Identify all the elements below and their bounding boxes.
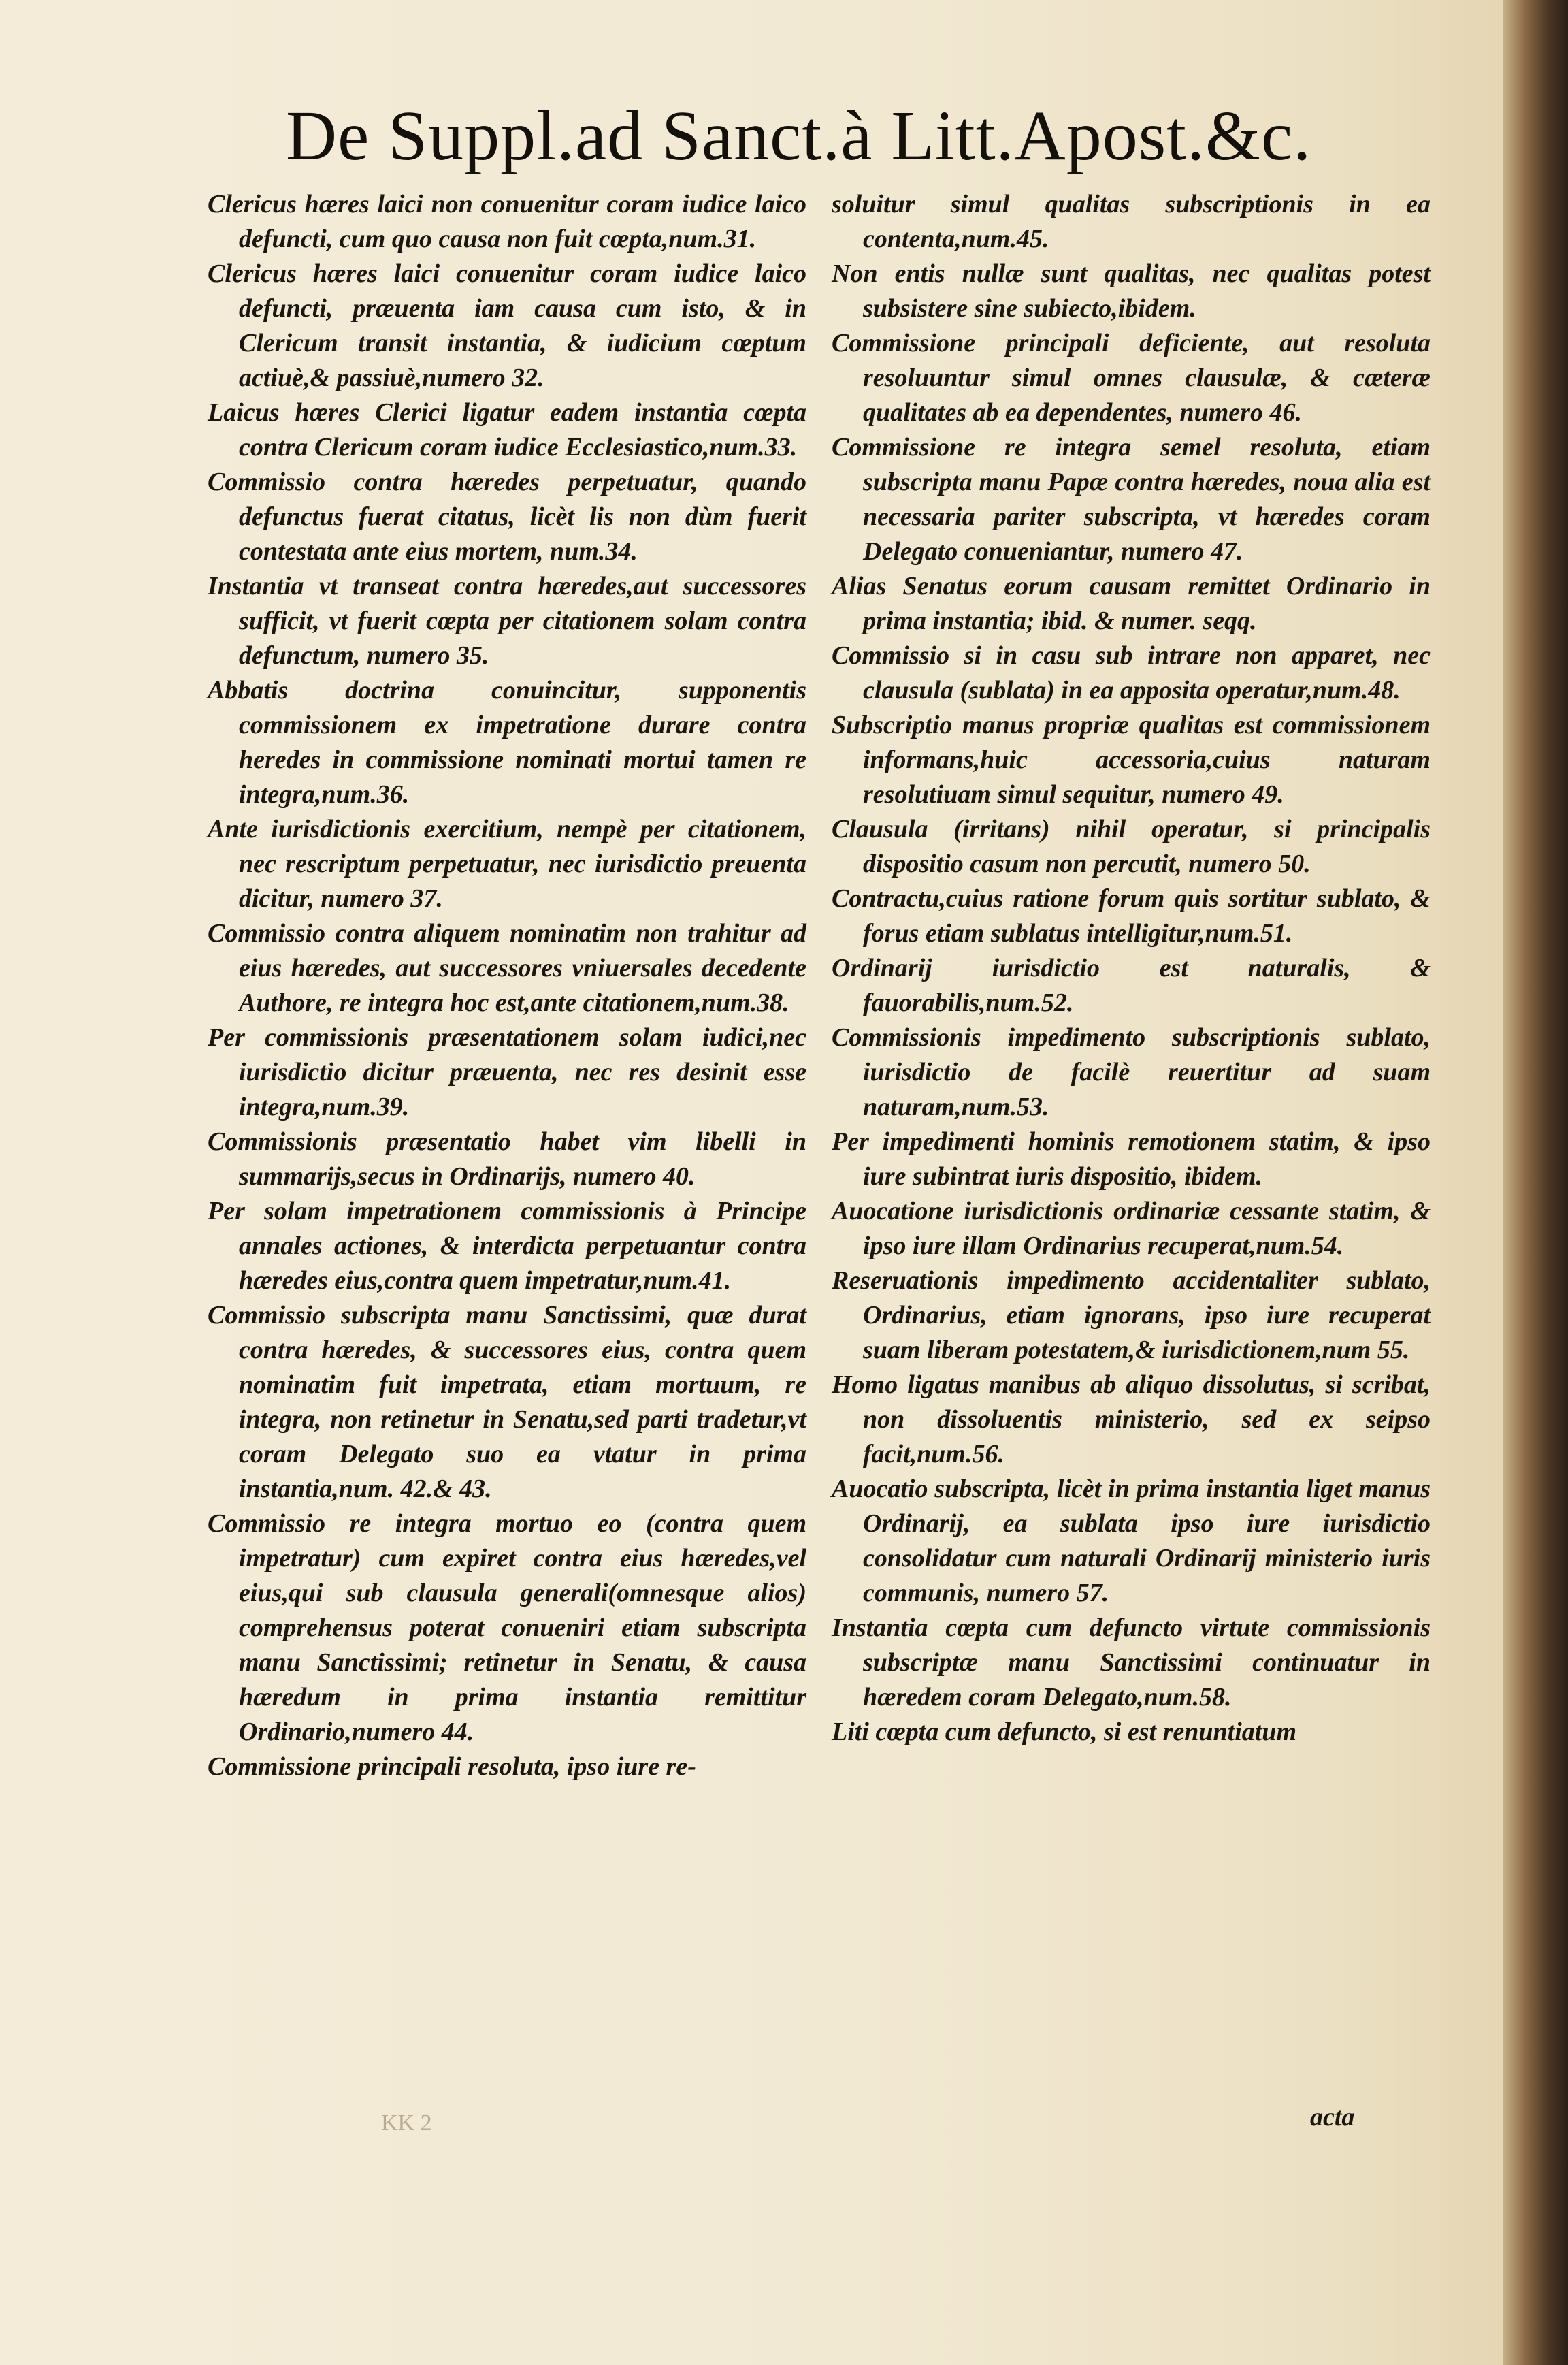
index-entry: Commissione principali resoluta, ipso iure re- <box>208 1752 696 1781</box>
index-entry: Commissio si in casu sub intrare non apparet, nec clausula (sublata) in ea apposita operatur,num.48. <box>832 641 1431 705</box>
index-entry: Commissio re integra mortuo eo (contra quem impetratur) cum expiret contra eius hæredes,vel eius,qui sub clausula generali(omnesque alios) comprehensus poterat conueniri etiam subscripta manu Sanctissimi; retinetur in Senatu, & causa hæredum in prima instantia remittitur Ordinario,numero 44. <box>208 1509 806 1746</box>
catchword: acta <box>1310 2103 1355 2131</box>
index-entry: Per impedimenti hominis remotionem statim, & ipso iure subintrat iuris dispositio, ibidem. <box>832 1127 1431 1191</box>
index-entry: Clericus hæres laici non conuenitur coram iudice laico defuncti, cum quo causa non fuit cœpta,num.31. <box>208 190 806 253</box>
index-entry: Laicus hæres Clerici ligatur eadem instantia cœpta contra Clericum coram iudice Ecclesiastico,num.33. <box>208 398 806 462</box>
index-entry: Non entis nullæ sunt qualitas, nec qualitas potest subsistere sine subiecto,ibidem. <box>832 259 1431 323</box>
book-spine-edge <box>1503 0 1568 2365</box>
index-entry: soluitur simul qualitas subscriptionis in ea contenta,num.45. <box>832 190 1431 253</box>
index-entry: Commissio subscripta manu Sanctissimi, quæ durat contra hæredes, & successores eius, contra quem nominatim fuit impetrata, etiam mortuum, re integra, non retinetur in Senatu,sed parti tradetur,vt coram Delegato suo ea vtatur in prima instantia,num. 42.& 43. <box>208 1301 806 1503</box>
index-entry: Clausula (irritans) nihil operatur, si principalis dispositio casum non percutit, numero 50. <box>832 815 1431 878</box>
index-entry: Reseruationis impedimento accidentaliter sublato, Ordinarius, etiam ignorans, ipso iure recuperat suam liberam potestatem,& iurisdictionem,num 55. <box>832 1266 1431 1364</box>
index-entry: Clericus hæres laici conuenitur coram iudice laico defuncti, præuenta iam causa cum isto, & in Clericum transit instantia, & iudicium cœptum actiuè,& passiuè,numero 32. <box>208 259 806 392</box>
index-entry: Ante iurisdictionis exercitium, nempè per citationem, nec rescriptum perpetuatur, nec iurisdictio preuenta dicitur, numero 37. <box>208 815 806 913</box>
index-entry: Instantia cœpta cum defuncto virtute commissionis subscriptæ manu Sanctissimi continuatur in hæredem coram Delegato,num.58. <box>832 1613 1431 1711</box>
index-entry: Alias Senatus eorum causam remittet Ordinario in prima instantia; ibid. & numer. seqq. <box>832 572 1431 635</box>
index-entry: Commissione re integra semel resoluta, etiam subscripta manu Papæ contra hæredes, noua alia est necessaria pariter subscripta, vt hæredes coram Delegato conueniantur, numero 47. <box>832 433 1431 566</box>
page-header-title: De Suppl.ad Sanct.à Litt.Apost.&c. <box>286 97 1312 175</box>
index-entry: Commissio contra aliquem nominatim non trahitur ad eius hæredes, aut successores vniuersales decedente Authore, re integra hoc est,ante citationem,num.38. <box>208 919 806 1017</box>
index-entry: Subscriptio manus propriæ qualitas est commissionem informans,huic accessoria,cuius naturam resolutiuam simul sequitur, numero 49. <box>832 711 1431 809</box>
index-entry: Ordinarij iurisdictio est naturalis, & fauorabilis,num.52. <box>832 954 1431 1017</box>
index-entry: Auocatio subscripta, licèt in prima instantia liget manus Ordinarij, ea sublata ipso iure iurisdictio consolidatur cum naturali Ordinarij ministerio iuris communis, numero 57. <box>832 1475 1431 1607</box>
index-entry: Commissio contra hæredes perpetuatur, quando defunctus fuerat citatus, licèt lis non dùm fuerit contestata ante eius mortem, num.34. <box>208 468 806 566</box>
index-entry: Per solam impetrationem commissionis à Principe annales actiones, & interdicta perpetuantur contra hæredes eius,contra quem impetratur,num.41. <box>208 1197 806 1295</box>
index-entry: Abbatis doctrina conuincitur, supponentis commissionem ex impetratione durare contra heredes in commissione nominati mortui tamen re integra,num.36. <box>208 676 806 809</box>
index-column-right <box>832 187 1431 1750</box>
index-column-left <box>208 187 806 1784</box>
index-entry: Homo ligatus manibus ab aliquo dissolutus, si scribat, non dissoluentis ministerio, sed ex seipso facit,num.56. <box>832 1370 1431 1468</box>
index-entry: Per commissionis præsentationem solam iudici,nec iurisdictio dicitur præuenta, nec res desinit esse integra,num.39. <box>208 1023 806 1121</box>
index-entry: Instantia vt transeat contra hæredes,aut successores sufficit, vt fuerit cœpta per citationem solam contra defunctum, numero 35. <box>208 572 806 670</box>
index-entry: Contractu,cuius ratione forum quis sortitur sublato, & forus etiam sublatus intelligitur,num.51. <box>832 884 1431 948</box>
index-entry: Commissionis præsentatio habet vim libelli in summarijs,secus in Ordinarijs, numero 40. <box>208 1127 806 1191</box>
index-entry: Auocatione iurisdictionis ordinariæ cessante statim, & ipso iure illam Ordinarius recuperat,num.54. <box>832 1197 1431 1260</box>
signature-mark: KK 2 <box>381 2110 432 2136</box>
index-entry: Liti cœpta cum defuncto, si est renuntiatum <box>832 1718 1296 1746</box>
index-entry: Commissionis impedimento subscriptionis sublato, iurisdictio de facilè reuertitur ad suam naturam,num.53. <box>832 1023 1431 1121</box>
index-entry: Commissione principali deficiente, aut resoluta resoluuntur simul omnes clausulæ, & cæteræ qualitates ab ea dependentes, numero 46. <box>832 329 1431 427</box>
